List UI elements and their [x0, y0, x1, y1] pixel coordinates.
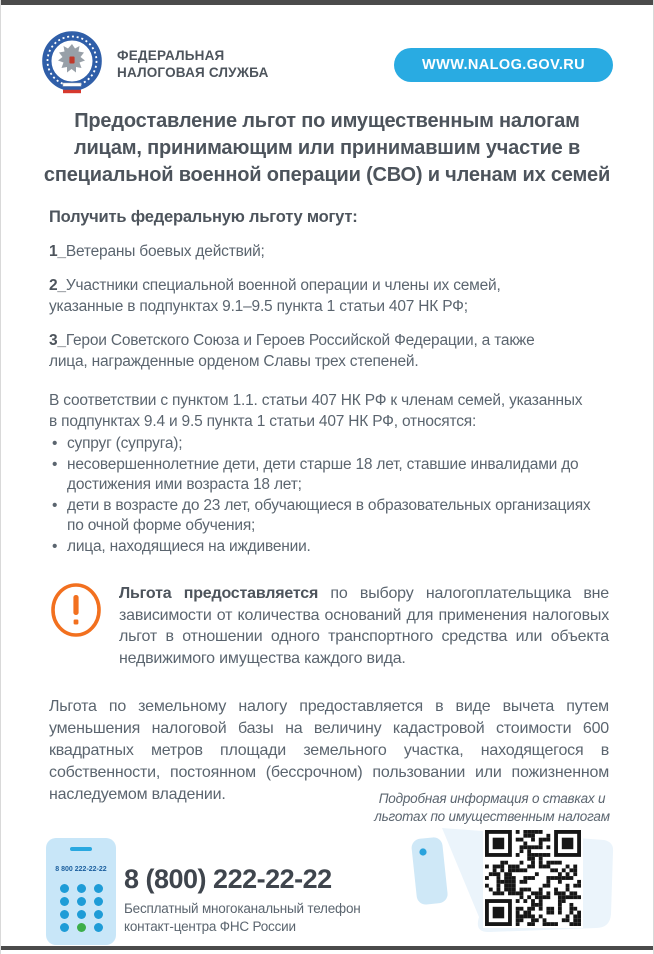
phone-icon-label: 8 800 222-22-22 — [55, 866, 107, 873]
title-line-2: лицам, принимающим или принимавшим участие в — [73, 137, 581, 159]
scanning-phone-shape — [411, 837, 449, 906]
fns-brand — [41, 30, 269, 101]
title-line-3: специальной военной операции (СВО) и членам их семей — [43, 164, 611, 186]
title-line-1: Предоставление льгот по имущественным налогам — [74, 110, 580, 132]
website-button[interactable]: WWW.NALOG.GOV.RU — [394, 48, 613, 82]
family-members-list — [49, 434, 594, 557]
fns-brand-line1: ФЕДЕРАЛЬНАЯ — [117, 48, 225, 64]
item-2-number: 2_ — [49, 277, 66, 294]
contact-block — [124, 864, 374, 935]
notice-bold-lead: Льгота предоставляется — [119, 585, 319, 602]
item-2-text: Участники специальной военной операции и члены их семей, указанные в подпунктах 9.1–9.5 пункта 1 статьи 407 НК РФ; — [49, 277, 501, 315]
item-3-text: Герои Советского Союза и Героев Российской Федерации, а также лица, награжденные орденом Славы трех степеней. — [49, 332, 535, 370]
top-border-bar — [1, 0, 653, 5]
notice-rest: по выбору налогоплательщика вне зависимости от количества оснований для применения налоговых льгот в отношении одного транспортного средства или объекта недвижимого имущества каждого вида. — [119, 585, 609, 667]
important-notice — [49, 581, 609, 669]
eligibility-heading: Получить федеральную льготу могут: — [49, 208, 358, 226]
phone-speaker-bar — [70, 847, 92, 851]
list-item: • супруг (супруга); — [49, 434, 594, 455]
fns-brand-name — [117, 48, 269, 82]
family-intro: В соответствии с пунктом 1.1. статьи 407 НК РФ к членам семей, указанных в подпунктах 9.4 и 9.5 пункта 1 статьи 407 НК РФ, относятся: — [49, 392, 583, 430]
exclamation-icon — [49, 581, 103, 646]
item-1-text: Ветераны боевых действий; — [65, 242, 265, 260]
fns-brand-line2: НАЛОГОВАЯ СЛУЖБА — [117, 65, 269, 80]
eligibility-item-1 — [49, 242, 577, 263]
phone-number: 8 (800) 222-22-22 — [124, 864, 332, 894]
page-title — [1, 108, 653, 189]
qr-code — [483, 828, 583, 928]
land-tax-paragraph: Льгота по земельному налогу предоставляется в виде вычета путем уменьшения налоговой базы на величину кадастровой стоимости 600 квадратных метров площади земельного участка, находящегося в собственности, постоянном (бессрочном) пользовании или пожизненном наследуемом владении. — [49, 698, 609, 803]
list-item: • несовершеннолетние дети, дети старше 18 лет, ставшие инвалидами до достижения ими возраста 18 лет; — [49, 455, 594, 496]
phone-camera-dot — [419, 848, 426, 855]
eligibility-item-3 — [49, 331, 577, 372]
header — [1, 0, 653, 96]
fns-emblem-icon — [41, 30, 103, 101]
phone-icon — [46, 838, 116, 945]
qr-scan-illustration — [406, 814, 646, 952]
main-content — [1, 207, 653, 806]
bottom-border-bar — [1, 946, 653, 950]
list-item: • лица, находящиеся на иждивении. — [49, 537, 594, 558]
phone-note: Бесплатный многоканальный телефон контакт-центра ФНС России — [124, 901, 361, 934]
item-1-number: 1_ — [49, 242, 66, 260]
list-item: • дети в возрасте до 23 лет, обучающиеся в образовательных организациях по очной форме обучения; — [49, 496, 594, 537]
item-3-number: 3_ — [49, 332, 66, 349]
notice-text — [119, 581, 609, 669]
qr-caption: Подробная информация о ставках и льготах по имущественным налогам — [374, 791, 610, 824]
phone-keypad — [60, 884, 102, 932]
eligibility-item-2 — [49, 276, 577, 317]
